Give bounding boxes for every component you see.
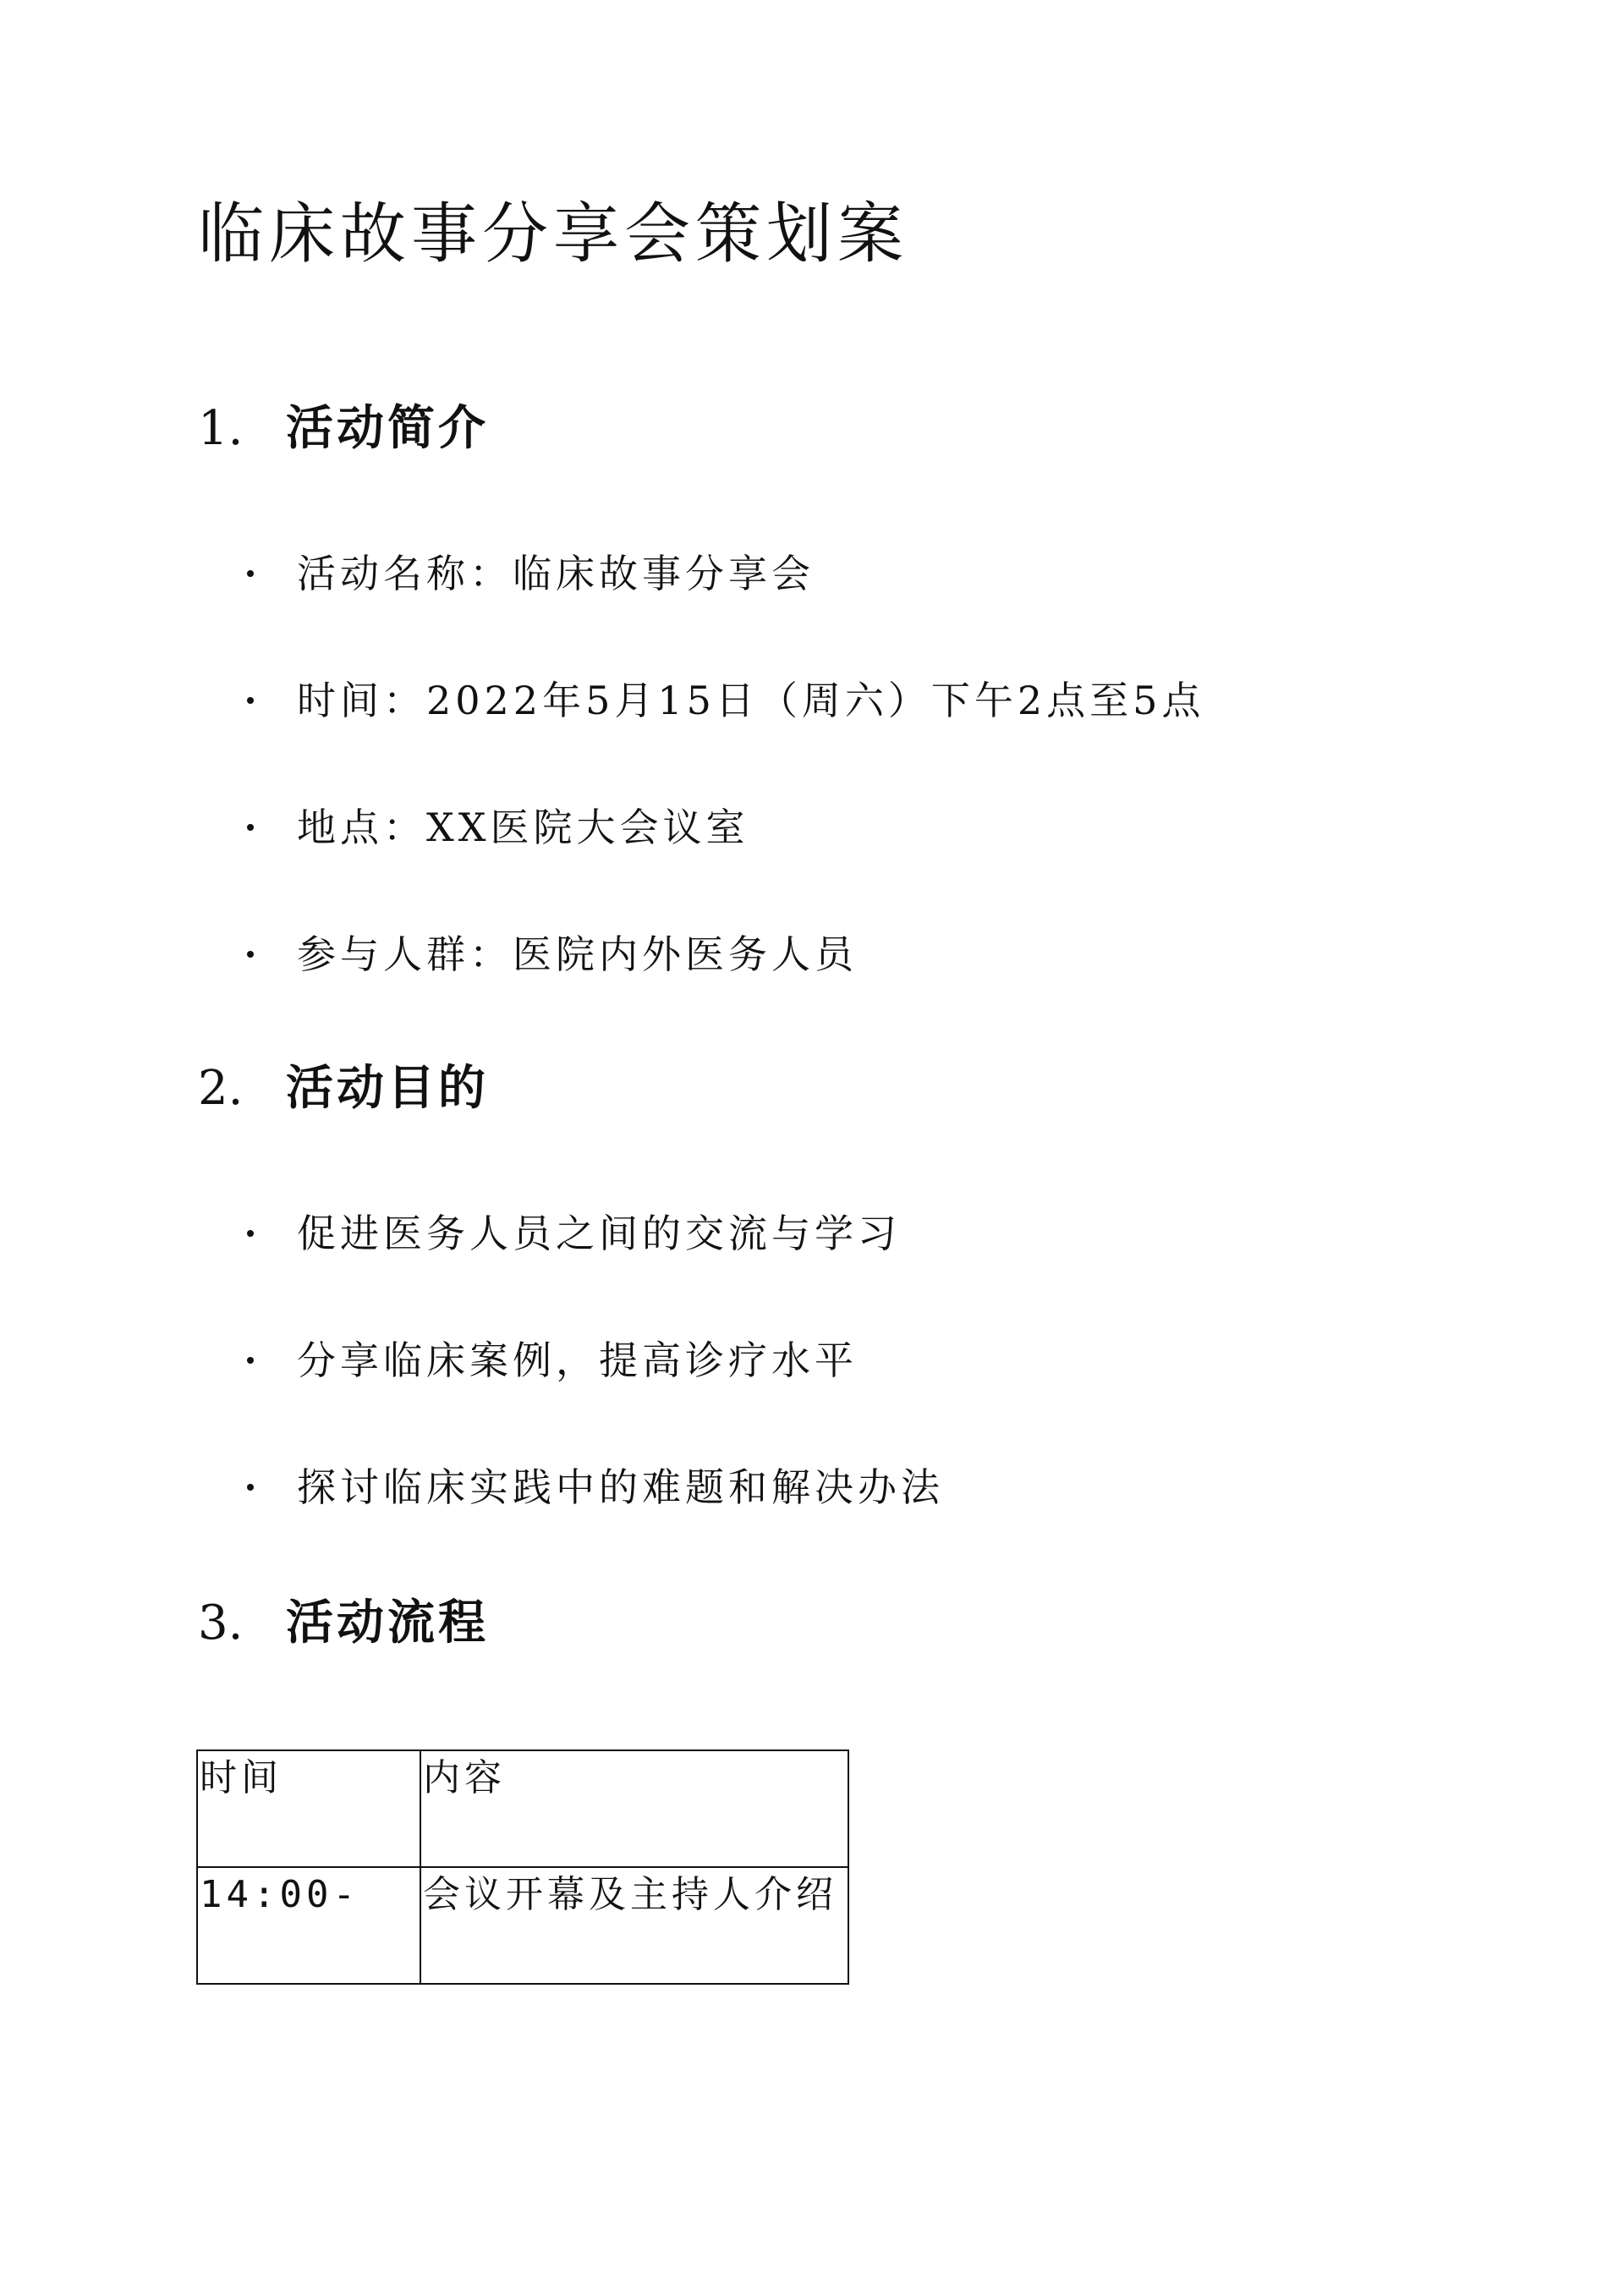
list-item <box>247 802 749 853</box>
document-title: 临床故事分享会策划案 <box>198 196 909 272</box>
list-item-text: 地点：XX医院大会议室 <box>297 805 749 850</box>
section-heading-purpose <box>198 1060 489 1116</box>
section-number: 2. <box>198 1061 244 1116</box>
list-item-text: 时间：2022年5月15日（周六）下午2点至5点 <box>297 678 1205 723</box>
table-row <box>197 1867 848 1984</box>
section-title: 活动目的 <box>286 1060 489 1116</box>
table-cell-content: 会议开幕及主持人介绍 <box>420 1867 848 1984</box>
list-item <box>247 548 815 599</box>
bullet-icon <box>247 570 254 577</box>
section-title: 活动简介 <box>286 400 489 456</box>
bullet-icon <box>247 1357 254 1364</box>
list-item-text: 参与人群：医院内外医务人员 <box>297 931 858 977</box>
section-number: 3. <box>198 1596 244 1651</box>
section-heading-intro <box>198 400 489 456</box>
bullet-icon <box>247 824 254 831</box>
bullet-icon <box>247 697 254 704</box>
section-heading-process <box>198 1595 489 1651</box>
list-item-text: 促进医务人员之间的交流与学习 <box>297 1211 901 1256</box>
list-item <box>247 1335 858 1386</box>
table-cell-time: 14:00- <box>197 1867 420 1984</box>
table-header-content: 内容 <box>420 1750 848 1867</box>
table-header-time: 时间 <box>197 1750 420 1867</box>
list-item-text: 分享临床案例，提高诊疗水平 <box>297 1338 858 1383</box>
list-item <box>247 929 858 980</box>
list-item <box>247 675 1204 726</box>
table-header-row <box>197 1750 848 1867</box>
bullet-icon <box>247 951 254 958</box>
section-number: 1. <box>198 401 244 456</box>
section-title: 活动流程 <box>286 1595 489 1651</box>
list-item <box>247 1462 944 1513</box>
list-item-text: 活动名称：临床故事分享会 <box>297 551 815 596</box>
list-item-text: 探讨临床实践中的难题和解决办法 <box>297 1464 944 1510</box>
schedule-table <box>196 1749 849 1985</box>
list-item <box>247 1208 901 1259</box>
bullet-icon <box>247 1230 254 1237</box>
bullet-icon <box>247 1484 254 1491</box>
